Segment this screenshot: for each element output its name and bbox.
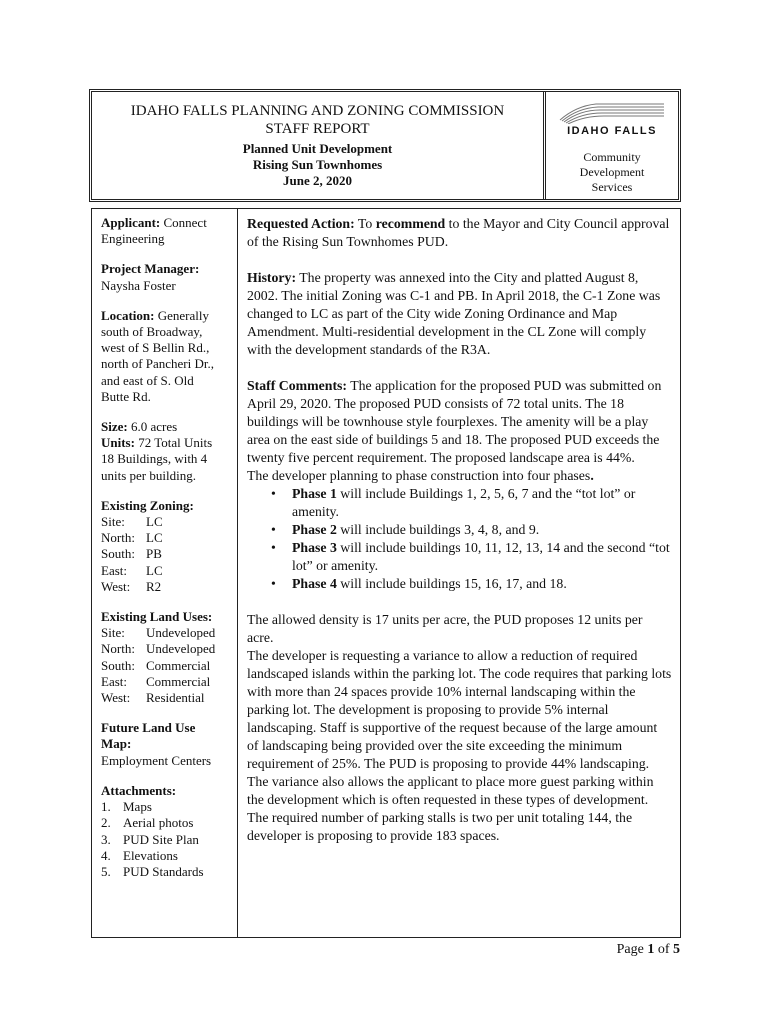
density-paragraph: The allowed density is 17 units per acre, the PUD proposes 12 units per acre. [247,612,643,645]
size-label: Size: [101,419,128,435]
dept-line: Community [583,150,641,164]
location-line: Butte Rd. [101,388,151,404]
idaho-falls-logo [556,100,668,144]
zoning-value: LC [146,514,163,530]
existing-zoning-section [101,498,231,595]
dept-line: Services [591,180,633,194]
applicant-section [101,215,231,247]
summary-column [101,215,231,880]
requested-action-text: To [357,216,373,231]
zoning-direction: North: [101,530,135,546]
zoning-direction: Site: [101,514,125,530]
phase-item [247,575,672,593]
location-label: Location: [101,307,155,323]
attachment-number: 5. [101,863,111,879]
dept-line: Development [579,165,645,179]
phase-intro-period: . [590,468,594,483]
zoning-row [101,546,231,562]
attachment-number: 4. [101,847,111,863]
landuse-row [101,690,231,706]
history-paragraph [247,269,672,359]
staff-comments-label: Staff Comments: [247,378,348,393]
attachment-number: 1. [101,799,111,815]
page-number [617,942,680,958]
phase-text: will include buildings 10, 11, 12, 13, 14 and the second “tot lot” or amenity. [292,540,670,573]
phase-label: Phase 2 [292,522,337,537]
total-pages: 5 [673,942,680,957]
landuse-row [101,658,231,674]
logo-block [546,92,678,199]
header-title-block [92,92,546,199]
report-date: June 2, 2020 [283,173,352,188]
future-land-use-label: Map: [101,736,132,752]
phase-item [247,521,672,539]
zoning-row [101,579,231,595]
zoning-direction: East: [101,562,127,578]
zoning-direction: West: [101,578,131,594]
landuse-direction: West: [101,690,131,706]
future-land-use-section [101,720,231,769]
column-divider [237,208,238,938]
future-land-use-value: Employment Centers [101,752,212,768]
attachment-name: Elevations [123,847,178,863]
landuse-row [101,674,231,690]
phase-intro-text: The developer planning to phase construction into four phases [247,468,591,483]
staff-comments-text: The application for the proposed PUD was submitted on April 29, 2020. The proposed PUD consists of 72 total units. The 18 buildings will be townhouse style fourplexes. The amenity will be a play area on the east side of buildings 5 and 18. The proposed PUD exceeds the twenty five percent requirement. The proposed landscape area is 44%. [247,378,662,465]
attachment-name: PUD Site Plan [123,831,199,847]
phase-label: Phase 3 [292,540,337,555]
attachments-label: Attachments: [101,782,177,798]
attachments-section [101,783,231,880]
attachment-item [101,799,231,815]
zoning-label: Existing Zoning: [101,497,194,513]
requested-action-text: to the Mayor and City Council approval of the Rising Sun Townhomes PUD. [247,216,670,249]
project-manager-section [101,261,231,293]
attachment-name: Aerial photos [123,815,194,831]
attachment-item [101,848,231,864]
history-label: History: [247,270,297,285]
landuse-direction: South: [101,657,135,673]
zoning-value: R2 [146,578,162,594]
report-header [89,89,681,202]
attachment-item [101,815,231,831]
phase-label: Phase 4 [292,576,337,591]
applicant-value: Engineering [101,231,165,247]
location-line: and east of S. Old [101,372,194,388]
landuse-direction: East: [101,673,127,689]
landuse-direction: Site: [101,625,125,641]
phase-intro [247,467,672,485]
landuse-direction: North: [101,641,135,657]
attachment-number: 2. [101,815,111,831]
landuse-value: Undeveloped [146,625,216,641]
page-word: Page [616,942,644,957]
units-label: Units: [101,435,135,451]
zoning-direction: South: [101,546,135,562]
project-name: Rising Sun Townhomes [252,157,383,172]
units-detail: units per building. [101,467,196,483]
location-line: west of S Bellin Rd., [101,340,210,356]
zoning-value: LC [146,562,163,578]
pm-label: Project Manager: [101,261,200,277]
existing-land-uses-section [101,609,231,706]
pm-value: Naysha Foster [101,277,176,293]
units-value: 72 Total Units [138,435,213,451]
applicant-label: Applicant: [101,215,161,230]
location-line: north of Pancheri Dr., [101,356,215,372]
landuse-value: Undeveloped [146,641,216,657]
phase-text: will include buildings 15, 16, 17, and 18. [340,576,567,591]
phase-item [247,539,672,575]
attachment-name: Maps [123,799,152,815]
phase-label: Phase 1 [292,486,337,501]
zoning-row [101,514,231,530]
phase-list [247,485,672,593]
landuse-label: Existing Land Uses: [101,609,213,625]
units-detail: 18 Buildings, with 4 [101,451,208,467]
zoning-value: LC [146,530,163,546]
logo-text: IDAHO FALLS [567,125,657,137]
department-name [546,150,678,195]
size-value: 6.0 acres [130,419,178,435]
future-land-use-label: Future Land Use [101,720,196,736]
location-line: Generally [157,307,209,323]
current-page: 1 [647,942,655,957]
size-units-section [101,419,231,484]
phase-item [247,485,672,521]
zoning-row [101,563,231,579]
staff-comments-paragraph [247,377,672,467]
phase-text: will include buildings 3, 4, 8, and 9. [340,522,540,537]
location-section [101,308,231,405]
landuse-row [101,641,231,657]
of-word: of [657,942,670,957]
attachment-number: 3. [101,831,111,847]
attachment-item [101,832,231,848]
landuse-row [101,625,231,641]
requested-action-verb: recommend [375,216,446,231]
landuse-value: Residential [146,690,205,706]
waterfall-lines-icon [556,100,668,124]
applicant-value: Connect [163,215,207,230]
landuse-value: Commercial [146,673,211,689]
zoning-value: PB [146,546,162,562]
report-type: STAFF REPORT [265,121,370,137]
variance-paragraph: The developer is requesting a variance to allow a reduction of required landscaped islands within the parking lot. The code requires that parking lots with more than 24 spaces provide 10% internal landscaping within the parking lot. The development is proposing to provide 5% internal landscaping. Staff is supportive of the request because of the large amount of landscaping being provided over the site exceeding the minimum requirement of 25%. The PUD is proposing to provide 44% landscaping. The variance also allows the applicant to place more guest parking within the development which is often requested in these types of development. The required number of parking stalls is two per unit totaling 144, the developer is proposing to provide 183 spaces. [247,648,672,843]
commission-title: IDAHO FALLS PLANNING AND ZONING COMMISSION [130,103,505,119]
landuse-value: Commercial [146,657,211,673]
history-text: The property was annexed into the City and platted August 8, 2002. The initial Zoning was C-1 and PB. In April 2018, the C-1 Zone was changed to LC as part of the City wide Zoning Ordinance and Map Amendment. Multi-residential development in the CL Zone will comply with the development standards of the R3A. [247,270,661,357]
attachment-name: PUD Standards [123,863,204,879]
requested-action-label: Requested Action: [247,216,355,231]
attachment-item [101,864,231,880]
phase-text: will include Buildings 1, 2, 5, 6, 7 and the “tot lot” or amenity. [292,486,636,519]
details-column [247,215,672,845]
application-type: Planned Unit Development [242,141,393,156]
zoning-row [101,530,231,546]
location-line: south of Broadway, [101,324,203,340]
requested-action [247,215,672,251]
